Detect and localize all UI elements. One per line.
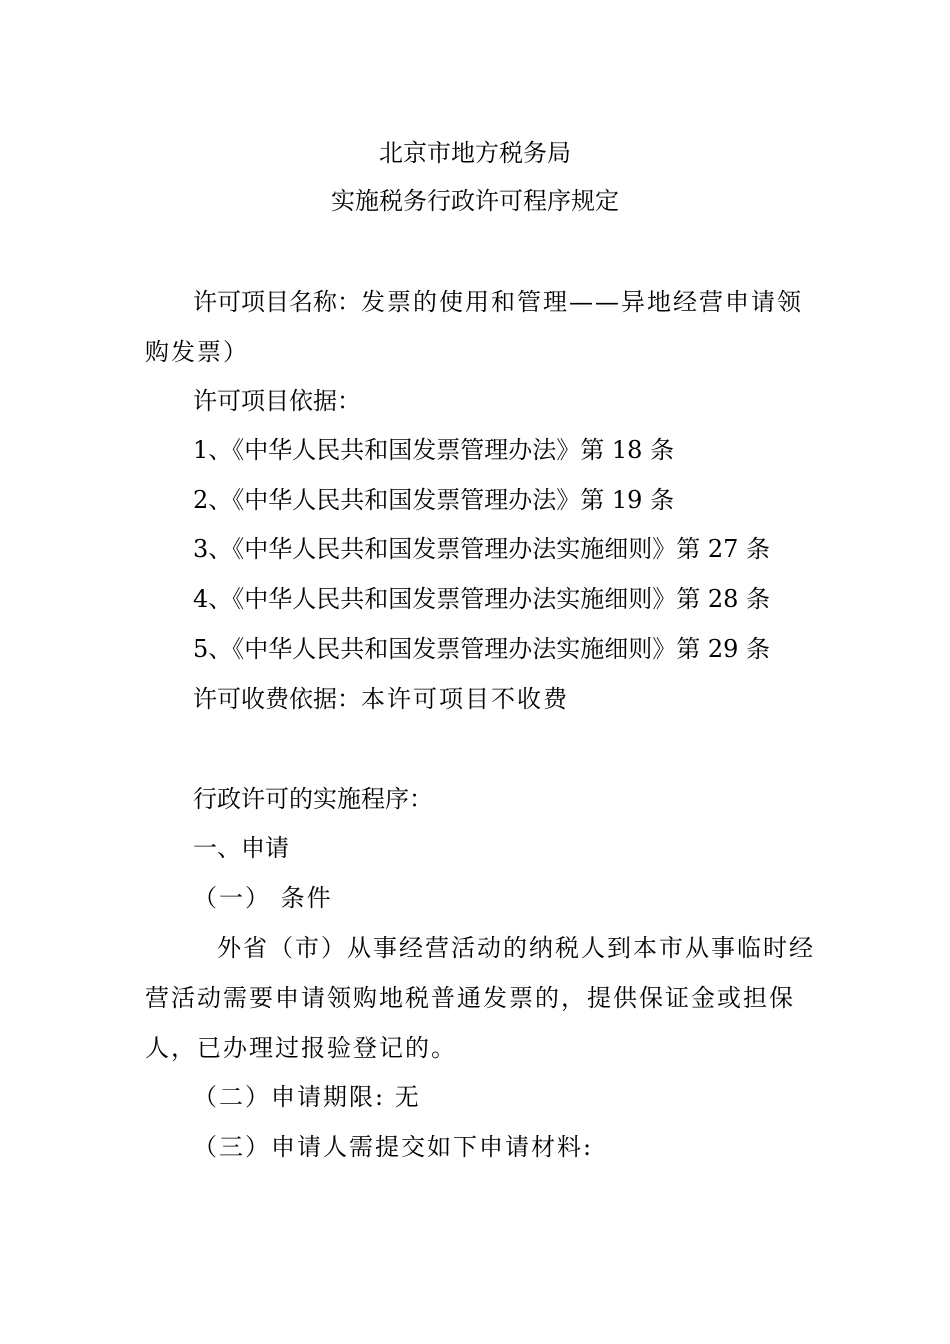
subsection-2: （二）申请期限: 无 <box>193 1083 421 1111</box>
procedure-heading: 行政许可的实施程序： <box>193 785 433 813</box>
basis-item-5: 5、《中华人民共和国发票管理办法实施细则》第 29 条 <box>193 635 771 663</box>
item-name-label: 许可项目名称： <box>193 288 361 316</box>
item-name-row <box>193 287 803 317</box>
subsection-3: （三）申请人需提交如下申请材料: <box>193 1133 594 1161</box>
item-name-value-continued: 购发票） <box>145 338 249 366</box>
fee-row <box>193 684 569 714</box>
fee-value: 本许可项目不收费 <box>361 685 569 713</box>
section-1-heading: 一、申请 <box>193 834 289 862</box>
subsection-1-body-line3: 人，已办理过报验登记的。 <box>145 1034 457 1062</box>
document-title-line1: 北京市地方税务局 <box>379 139 571 167</box>
subsection-1-body-line2: 营活动需要申请领购地税普通发票的，提供保证金或担保 <box>145 984 795 1012</box>
document-title-line2: 实施税务行政许可程序规定 <box>331 187 619 215</box>
basis-item-2: 2、《中华人民共和国发票管理办法》第 19 条 <box>193 486 675 514</box>
subsection-1-body-line1: 外省（市）从事经营活动的纳税人到本市从事临时经 <box>217 934 815 962</box>
basis-item-3: 3、《中华人民共和国发票管理办法实施细则》第 27 条 <box>193 535 771 563</box>
subsection-1-heading: （一） 条件 <box>193 884 333 912</box>
basis-item-1: 1、《中华人民共和国发票管理办法》第 18 条 <box>193 436 675 464</box>
basis-label: 许可项目依据： <box>193 387 361 415</box>
item-name-value: 发票的使用和管理——异地经营申请领 <box>361 288 803 316</box>
fee-label: 许可收费依据： <box>193 685 361 713</box>
basis-item-4: 4、《中华人民共和国发票管理办法实施细则》第 28 条 <box>193 585 771 613</box>
